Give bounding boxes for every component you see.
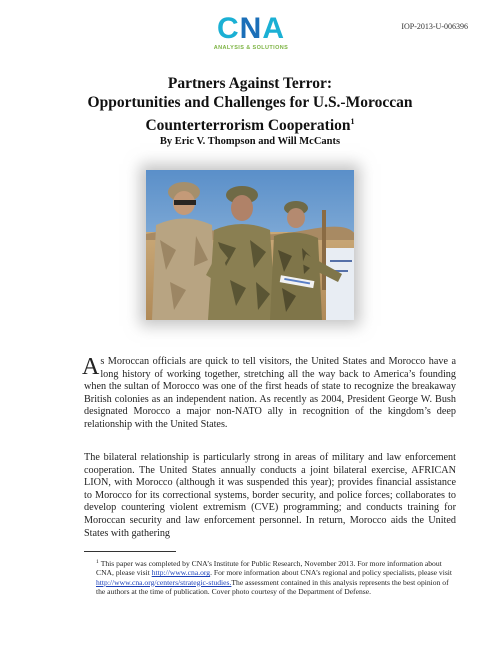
footnote-number: 1 — [96, 559, 99, 565]
paper-title — [60, 74, 440, 135]
strategic-studies-link[interactable]: http://www.cna.org/centers/strategic-studies. — [96, 577, 232, 587]
cover-photo-illustration — [146, 170, 354, 320]
cna-logo — [208, 14, 294, 51]
title-line-3: Counterterrorism Cooperation$^1$ — [145, 117, 355, 134]
dropcap: A — [82, 354, 100, 380]
paragraph-1: As Moroccan officials are quick to tell visitors, the United States and Morocco have a long history of working together, stretching all the way back to America’s founding when the sultan of Morocco was one of the first heads of state to recognize the breakaway British colonies as an independent nation. As recently as 2004, President George W. Bush designated Morocco a major non-NATO ally in recognition of the kingdom’s deep relationship with the United States. — [82, 354, 456, 430]
footnote — [84, 558, 456, 596]
paragraph-2: The bilateral relationship is particularly strong in areas of military and law enforcement cooperation. The United States annually conducts a joint bilateral exercise, AFRICAN LION, with Morocco (although it was suspended this year); provides financial assistance to Morocco for its correctional systems, border security, and police forces; collaborates to develop countering violent extremism (CVE) programming; and conducts training for Moroccan security and law enforcement personnel. In return, Morocco aids the United States with gathering — [84, 452, 456, 539]
title-footnote-mark: 1 — [350, 117, 355, 126]
authors-line: By Eric V. Thompson and Will McCants — [159, 136, 341, 147]
cna-website-link[interactable]: http://www.cna.org — [151, 568, 211, 578]
title-line-1: Partners Against Terror: — [167, 75, 333, 92]
cover-photo — [146, 170, 354, 320]
logo-wordmark: CNA — [216, 12, 285, 45]
footnote-body: $^1$ This paper was completed by CNA’s Institute for Public Research, November 2013. For more information about CNA, please visit http://www.cna.org. For more information about CNA’s regional and policy specialists, please visit http://www.cna.org/centers/strategic-studies.The assessment contained in this analysis represents the best opinion of the authors at the time of publication. Cover photo courtesy of the Department of Defense. — [96, 559, 453, 596]
document-id: IOP-2013-U-006396 — [401, 22, 468, 31]
footnote-divider — [84, 551, 176, 552]
title-line-2: Opportunities and Challenges for U.S.-Moroccan — [87, 94, 413, 111]
logo-tagline: ANALYSIS & SOLUTIONS — [213, 45, 289, 51]
